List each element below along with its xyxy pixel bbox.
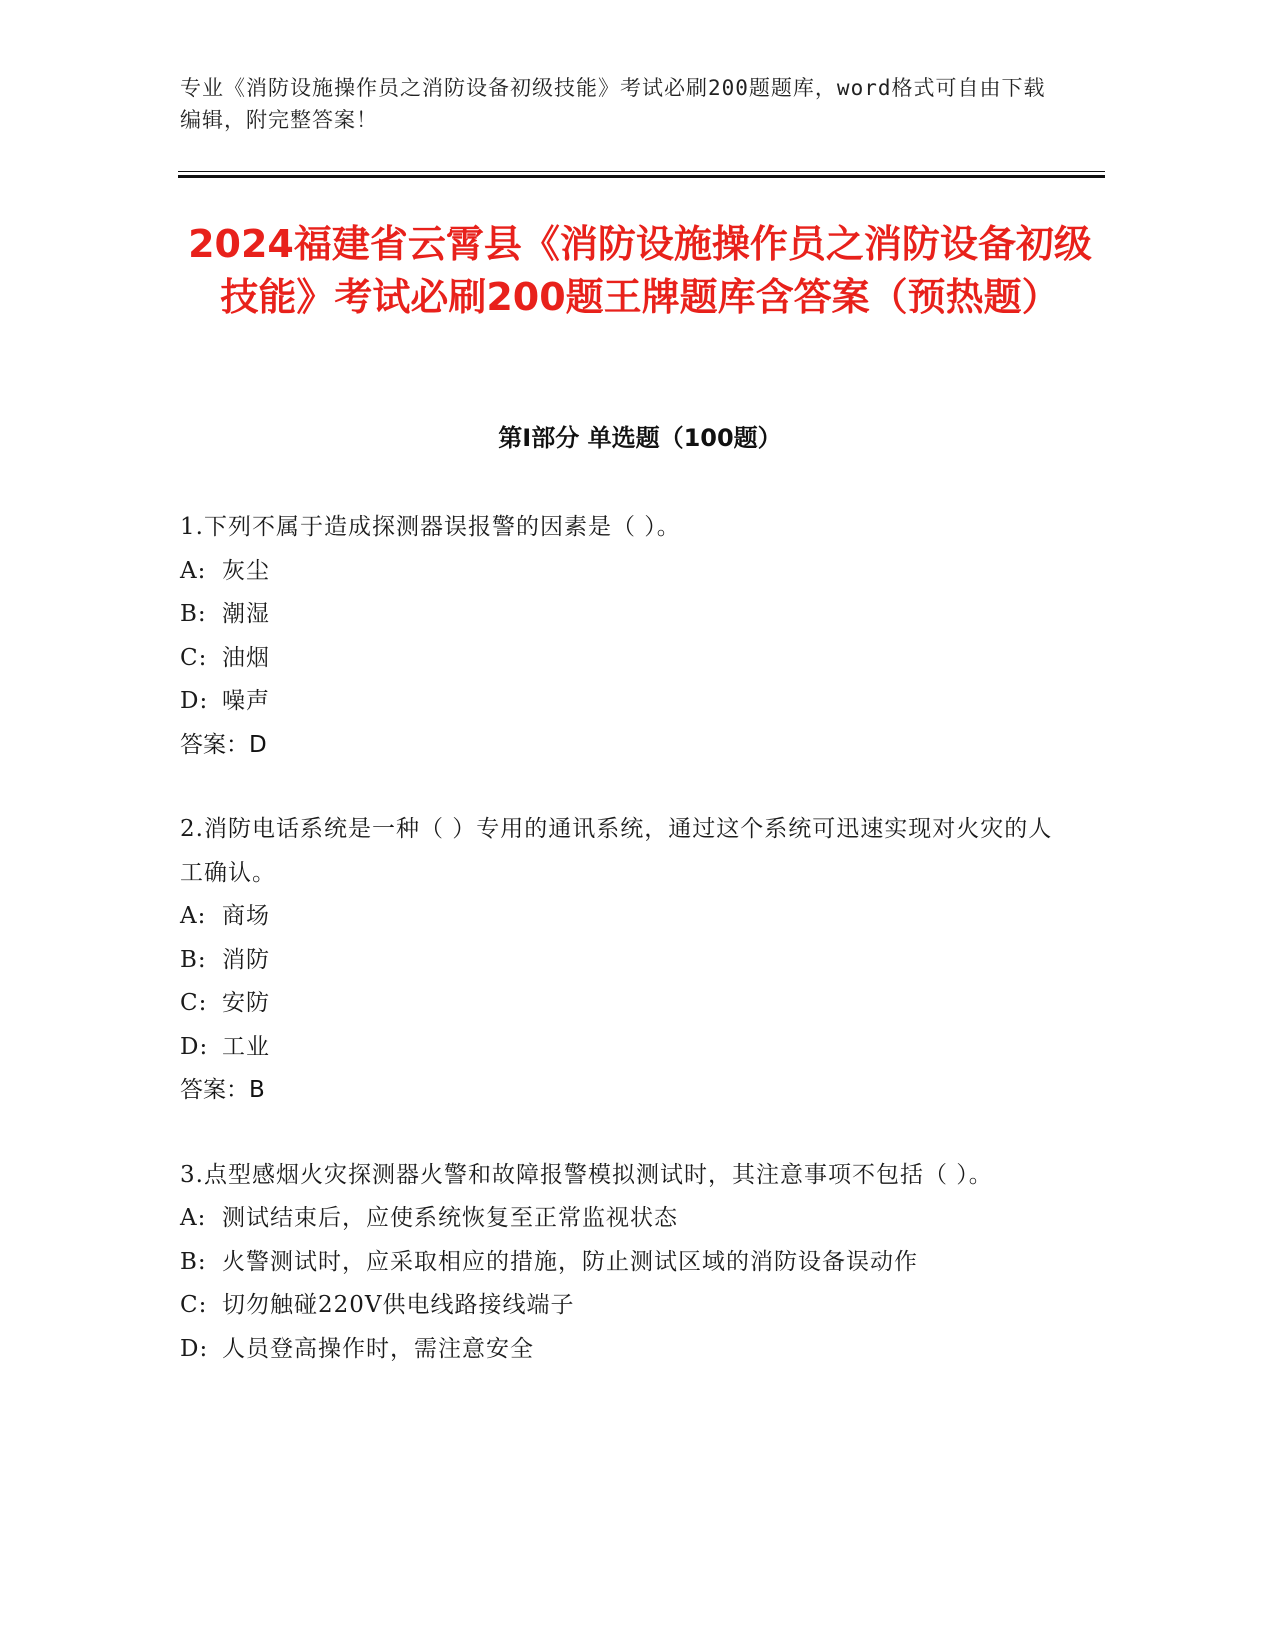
option-a <box>180 550 1060 594</box>
option-key: C: <box>180 644 208 671</box>
section-title: 第Ⅰ部分 单选题（100题） <box>498 424 782 452</box>
answer-line: 答案：B <box>180 1077 265 1103</box>
option-text: 商场 <box>222 903 270 929</box>
option-key: D: <box>180 1335 209 1362</box>
option-d <box>180 680 1060 724</box>
option-text: 人员登高操作时，需注意安全 <box>222 1335 534 1362</box>
option-text: 噪声 <box>222 688 270 714</box>
option-key: B: <box>180 601 207 627</box>
option-c <box>180 1284 1060 1328</box>
option-c <box>180 982 1060 1026</box>
answer-line: 答案：D <box>180 731 267 758</box>
option-a <box>180 895 1060 939</box>
option-text: 灰尘 <box>222 557 270 584</box>
option-d <box>180 1026 1060 1070</box>
option-b <box>180 939 1060 983</box>
option-key: D: <box>180 1033 209 1060</box>
question-stem: 1.下列不属于造成探测器误报警的因素是（ ）。 <box>180 514 681 540</box>
option-key: C: <box>180 1292 208 1318</box>
option-key: C: <box>180 990 208 1016</box>
option-key: A: <box>180 557 207 584</box>
option-text: 切勿触碰220V供电线路接线端子 <box>222 1292 575 1318</box>
header-divider-thin <box>178 171 1105 172</box>
question-3 <box>180 1154 1060 1372</box>
option-key: B: <box>180 1248 207 1275</box>
document-title: 2024福建省云霄县《消防设施操作员之消防设备初级技能》考试必刷200题王牌题库含答案（预热题） <box>188 222 1092 319</box>
option-text: 安防 <box>222 990 270 1016</box>
option-text: 油烟 <box>222 644 270 671</box>
option-text: 消防 <box>222 946 270 973</box>
option-text: 火警测试时，应采取相应的措施，防止测试区域的消防设备误动作 <box>222 1248 918 1275</box>
option-key: D: <box>180 688 209 714</box>
option-text: 测试结束后，应使系统恢复至正常监视状态 <box>222 1205 678 1231</box>
question-stem: 3.点型感烟火灾探测器火警和故障报警模拟测试时，其注意事项不包括（ ）。 <box>180 1161 993 1188</box>
option-key: A: <box>180 903 207 929</box>
question-stem: 2.消防电话系统是一种（ ）专用的通讯系统，通过这个系统可迅速实现对火灾的人工确认。 <box>180 816 1053 886</box>
option-key: B: <box>180 946 207 973</box>
option-c <box>180 637 1060 681</box>
header-divider-thick <box>178 175 1105 178</box>
option-text: 工业 <box>222 1033 270 1060</box>
option-a <box>180 1197 1060 1241</box>
question-1 <box>180 506 1060 767</box>
question-list <box>180 506 1060 1412</box>
option-d <box>180 1328 1060 1372</box>
option-key: A: <box>180 1205 207 1231</box>
option-b <box>180 593 1060 637</box>
option-text: 潮湿 <box>222 601 270 627</box>
question-2 <box>180 808 1060 1113</box>
header-note: 专业《消防设施操作员之消防设备初级技能》考试必刷200题题库，word格式可自由下载编辑，附完整答案！ <box>180 76 1046 132</box>
option-b <box>180 1241 1060 1285</box>
